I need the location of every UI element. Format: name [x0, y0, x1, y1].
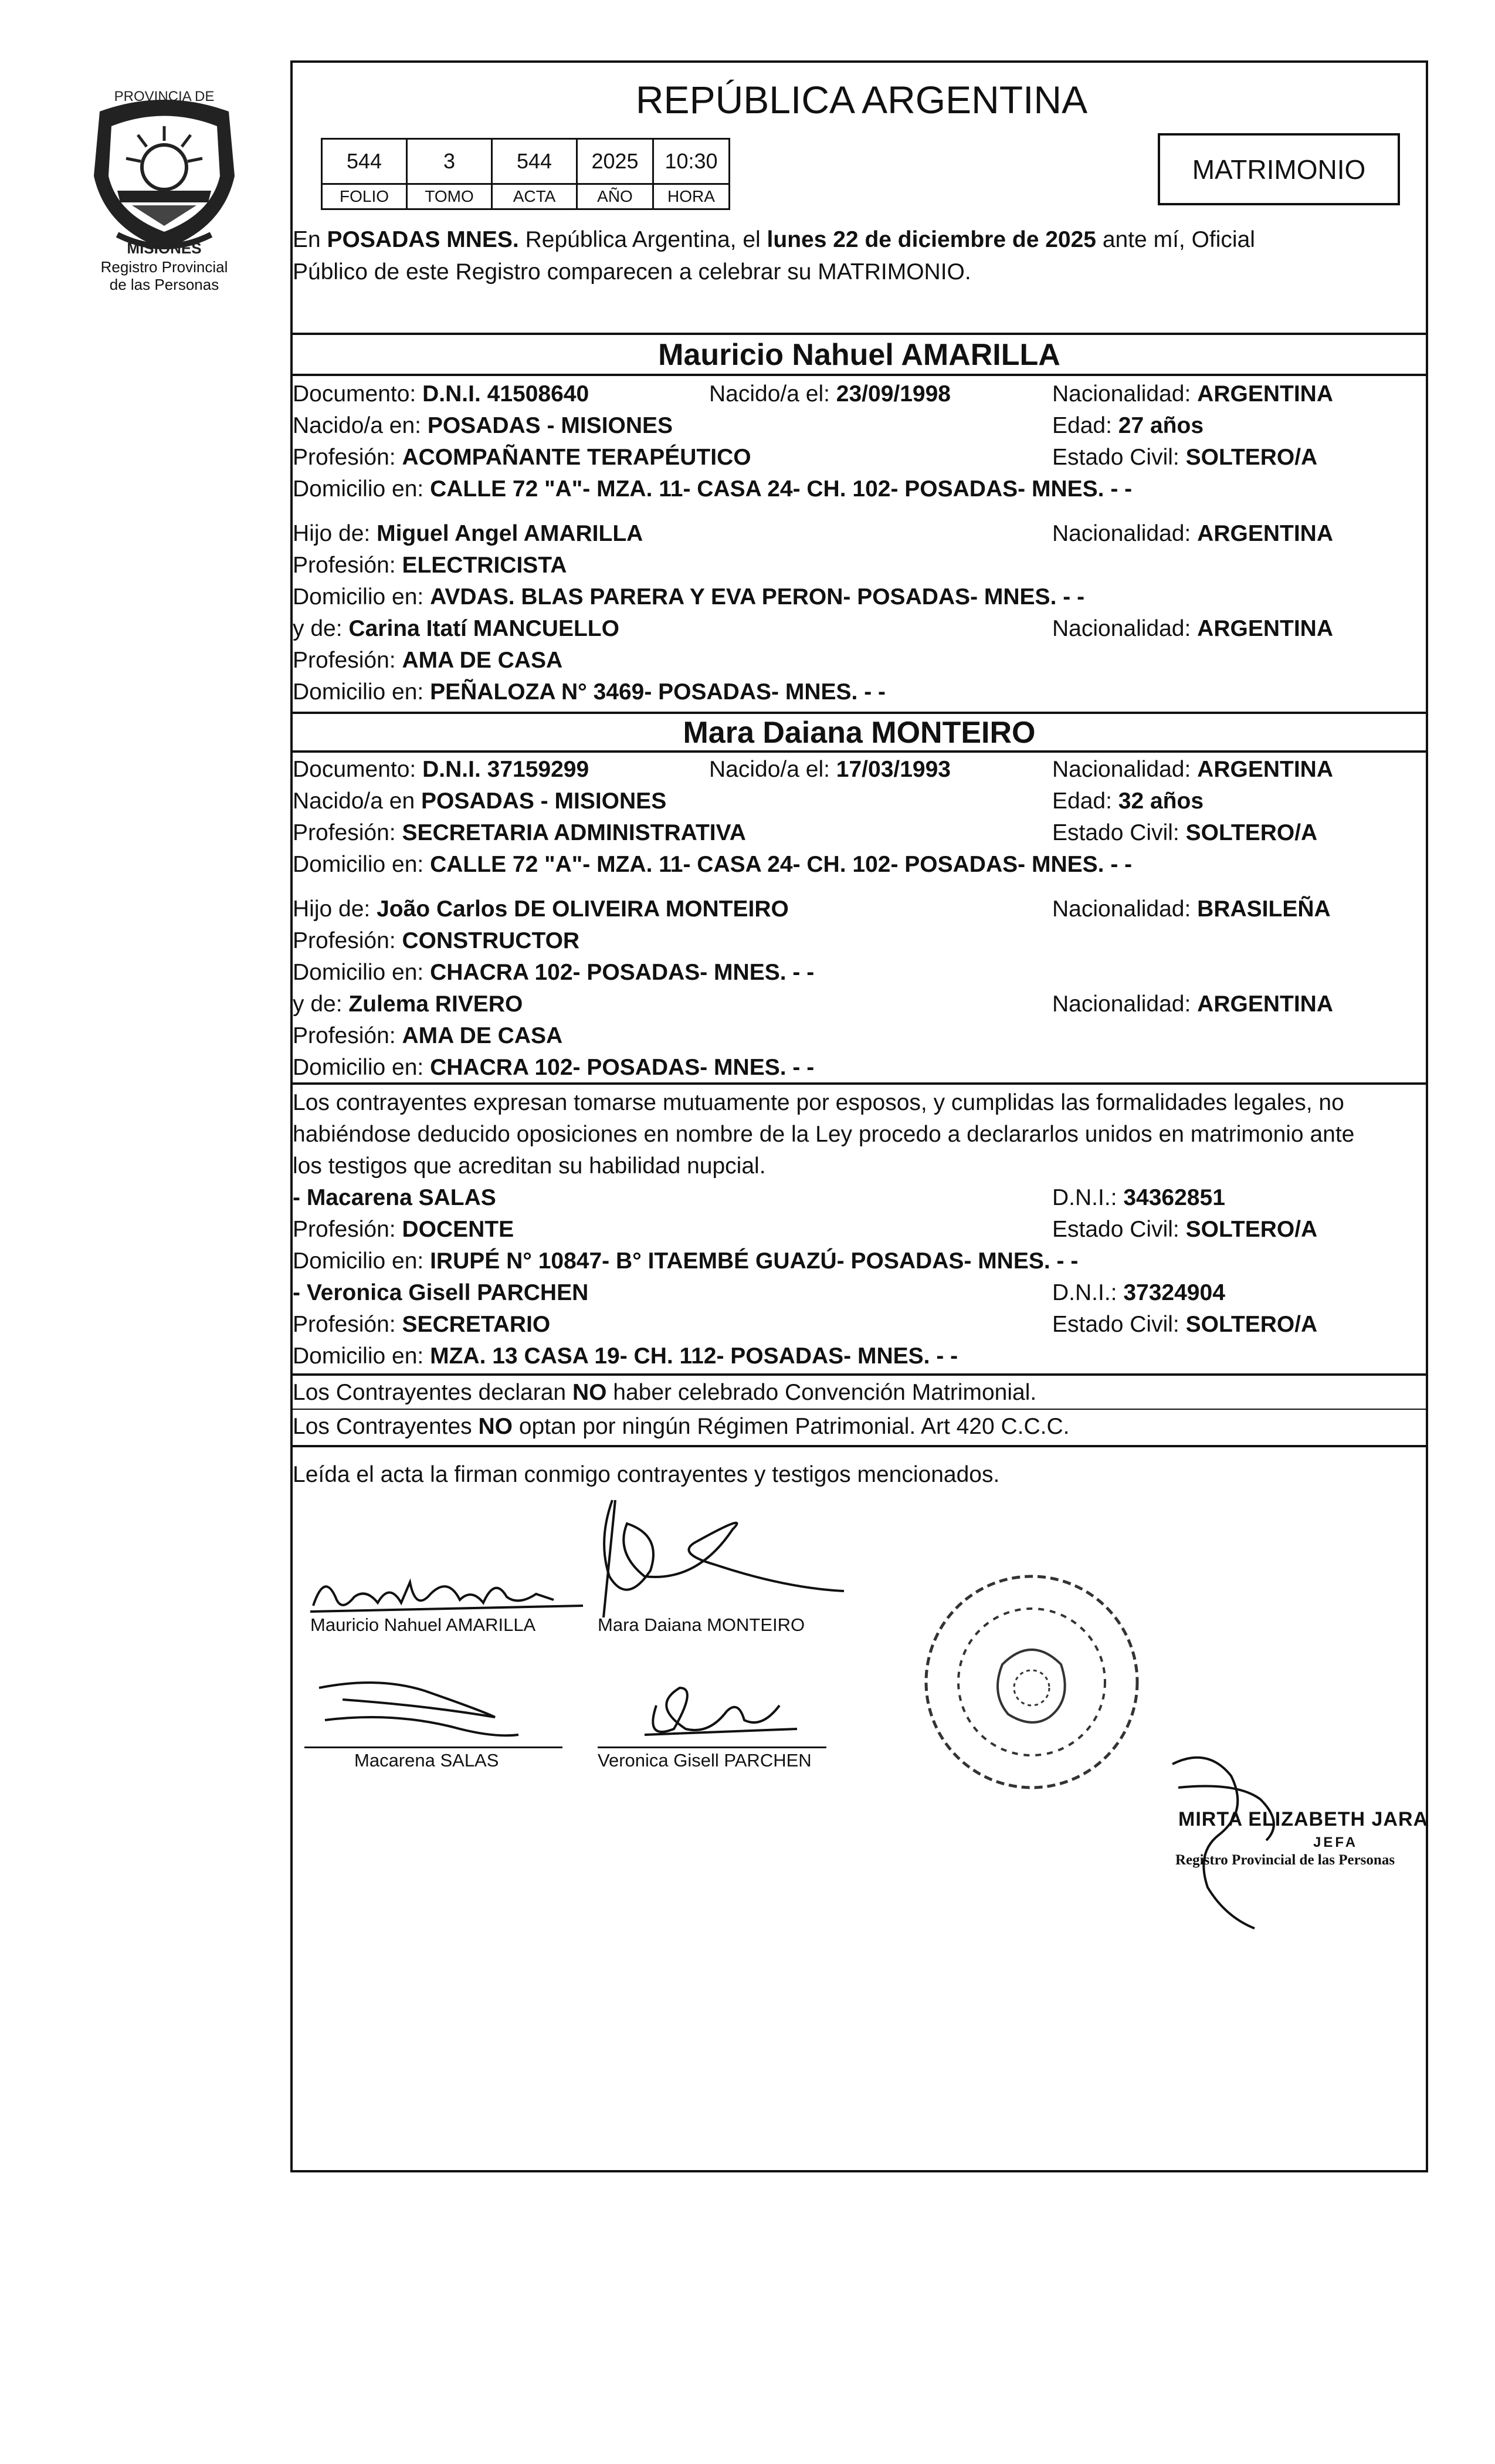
year-label: AÑO [577, 184, 653, 209]
witness2-address: Domicilio en: MZA. 13 CASA 19- CH. 112- POSADAS- MNES. - - [293, 1343, 958, 1369]
witness2-signature-line [598, 1747, 826, 1748]
c2-age: Edad: 32 años [1052, 788, 1204, 814]
logo-caption-line1: Registro Provincial [100, 258, 228, 276]
witness1-signature-line [304, 1747, 562, 1748]
c2-mother-address: Domicilio en: CHACRA 102- POSADAS- MNES. - - [293, 1055, 815, 1080]
c2-father-profession: Profesión: CONSTRUCTOR [293, 928, 580, 953]
folio-label: FOLIO [322, 184, 407, 209]
divider [293, 1445, 1426, 1447]
divider [293, 333, 1426, 335]
witness2-signature-label: Veronica Gisell PARCHEN [598, 1750, 812, 1771]
witness1-signature-label: Macarena SALAS [354, 1750, 499, 1771]
registry-logo [76, 88, 252, 305]
act-type-box: MATRIMONIO [1158, 133, 1400, 205]
svg-text:MISIONES: MISIONES [127, 239, 202, 257]
hour-value: 10:30 [653, 139, 730, 184]
witness1-name: - Macarena SALAS [293, 1185, 496, 1210]
bride-signature-label: Mara Daiana MONTEIRO [598, 1615, 805, 1635]
official-role: JEFA [1313, 1835, 1358, 1850]
c2-father-nationality: Nacionalidad: BRASILEÑA [1052, 896, 1331, 922]
province-seal-icon [76, 88, 252, 258]
c1-father-nationality: Nacionalidad: ARGENTINA [1052, 521, 1334, 546]
intro-line-2: Público de este Registro comparecen a celebrar su MATRIMONIO. [293, 259, 971, 285]
acta-label: ACTA [492, 184, 577, 209]
official-office: Registro Provincial de las Personas [1175, 1852, 1395, 1868]
c1-father-profession: Profesión: ELECTRICISTA [293, 553, 567, 578]
c2-document: Documento: D.N.I. 37159299 [293, 757, 589, 782]
witness2-signature-icon [609, 1664, 821, 1752]
witness1-profession: Profesión: DOCENTE [293, 1217, 514, 1242]
bride-name: Mara Daiana MONTEIRO [683, 716, 1036, 750]
declaration-line-3: los testigos que acreditan su habilidad nupcial. [293, 1153, 766, 1179]
c2-mother-nationality: Nacionalidad: ARGENTINA [1052, 991, 1334, 1017]
bride-signature-icon [562, 1488, 867, 1617]
folio-value: 544 [322, 139, 407, 184]
c1-birthplace: Nacido/a en: POSADAS - MISIONES [293, 413, 673, 438]
divider [293, 1409, 1426, 1410]
c2-civil-status: Estado Civil: SOLTERO/A [1052, 820, 1318, 845]
c1-profession: Profesión: ACOMPAÑANTE TERAPÉUTICO [293, 445, 751, 470]
witness2-profession: Profesión: SECRETARIO [293, 1312, 551, 1337]
groom-signature-icon [307, 1547, 601, 1623]
c2-address: Domicilio en: CALLE 72 "A"- MZA. 11- CASA 24- CH. 102- POSADAS- MNES. - - [293, 852, 1133, 877]
c2-profession: Profesión: SECRETARIA ADMINISTRATIVA [293, 820, 746, 845]
witness1-civil-status: Estado Civil: SOLTERO/A [1052, 1217, 1318, 1242]
c2-father: Hijo de: João Carlos DE OLIVEIRA MONTEIRO [293, 896, 789, 922]
svg-text:PROVINCIA DE: PROVINCIA DE [114, 89, 215, 104]
divider [293, 374, 1426, 376]
declaration-line-1: Los contrayentes expresan tomarse mutuamente por esposos, y cumplidas las formalidades legales, no [293, 1090, 1344, 1115]
c1-mother-profession: Profesión: AMA DE CASA [293, 648, 563, 673]
hour-label: HORA [653, 184, 730, 209]
divider [293, 750, 1426, 753]
c1-age: Edad: 27 años [1052, 413, 1204, 438]
c1-address: Domicilio en: CALLE 72 "A"- MZA. 11- CASA 24- CH. 102- POSADAS- MNES. - - [293, 476, 1133, 502]
c1-father: Hijo de: Miguel Angel AMARILLA [293, 521, 643, 546]
regime-line-1: Los Contrayentes declaran NO haber celebrado Convención Matrimonial. [293, 1380, 1037, 1405]
regime-line-2: Los Contrayentes NO optan por ningún Régimen Patrimonial. Art 420 C.C.C. [293, 1414, 1070, 1439]
official-seal-icon [914, 1565, 1149, 1799]
declaration-line-2: habiéndose deducido oposiciones en nombre de la Ley procedo a declararlos unidos en matrimonio ante [293, 1122, 1355, 1147]
c1-mother: y de: Carina Itatí MANCUELLO [293, 616, 619, 641]
groom-signature-label: Mauricio Nahuel AMARILLA [310, 1615, 536, 1635]
official-signature-icon [1161, 1741, 1430, 1934]
intro-line-1: En POSADAS MNES. República Argentina, el lunes 22 de diciembre de 2025 ante mí, Oficial [293, 227, 1255, 252]
witness1-dni: D.N.I.: 34362851 [1052, 1185, 1225, 1210]
witness1-signature-icon [307, 1664, 577, 1747]
acta-value: 544 [492, 139, 577, 184]
year-value: 2025 [577, 139, 653, 184]
c2-father-address: Domicilio en: CHACRA 102- POSADAS- MNES. - - [293, 960, 815, 985]
groom-name: Mauricio Nahuel AMARILLA [658, 338, 1060, 372]
c2-birthdate: Nacido/a el: 17/03/1993 [709, 757, 951, 782]
divider [293, 712, 1426, 714]
witness2-dni: D.N.I.: 37324904 [1052, 1280, 1225, 1305]
c1-nationality: Nacionalidad: ARGENTINA [1052, 381, 1334, 407]
c1-mother-address: Domicilio en: PEÑALOZA N° 3469- POSADAS- MNES. - - [293, 679, 886, 705]
official-name: MIRTA ELIZABETH JARA [1178, 1808, 1429, 1830]
c1-father-address: Domicilio en: AVDAS. BLAS PARERA Y EVA PERON- POSADAS- MNES. - - [293, 584, 1085, 610]
marriage-record [290, 60, 1428, 2172]
c2-nationality: Nacionalidad: ARGENTINA [1052, 757, 1334, 782]
registry-numbers-table [321, 138, 730, 210]
closing-text: Leída el acta la firman conmigo contrayentes y testigos mencionados. [293, 1462, 1000, 1487]
c1-document: Documento: D.N.I. 41508640 [293, 381, 589, 407]
page-title: REPÚBLICA ARGENTINA [635, 78, 1088, 121]
divider [293, 1373, 1426, 1376]
witness2-name: - Veronica Gisell PARCHEN [293, 1280, 589, 1305]
tomo-label: TOMO [407, 184, 492, 209]
c1-civil-status: Estado Civil: SOLTERO/A [1052, 445, 1318, 470]
divider [293, 1082, 1426, 1085]
tomo-value: 3 [407, 139, 492, 184]
c1-birthdate: Nacido/a el: 23/09/1998 [709, 381, 951, 407]
c2-mother: y de: Zulema RIVERO [293, 991, 523, 1017]
c2-mother-profession: Profesión: AMA DE CASA [293, 1023, 563, 1048]
witness2-civil-status: Estado Civil: SOLTERO/A [1052, 1312, 1318, 1337]
c1-mother-nationality: Nacionalidad: ARGENTINA [1052, 616, 1334, 641]
logo-caption-line2: de las Personas [109, 276, 219, 293]
witness1-address: Domicilio en: IRUPÉ N° 10847- B° ITAEMBÉ GUAZÚ- POSADAS- MNES. - - [293, 1248, 1079, 1274]
c2-birthplace: Nacido/a en POSADAS - MISIONES [293, 788, 667, 814]
